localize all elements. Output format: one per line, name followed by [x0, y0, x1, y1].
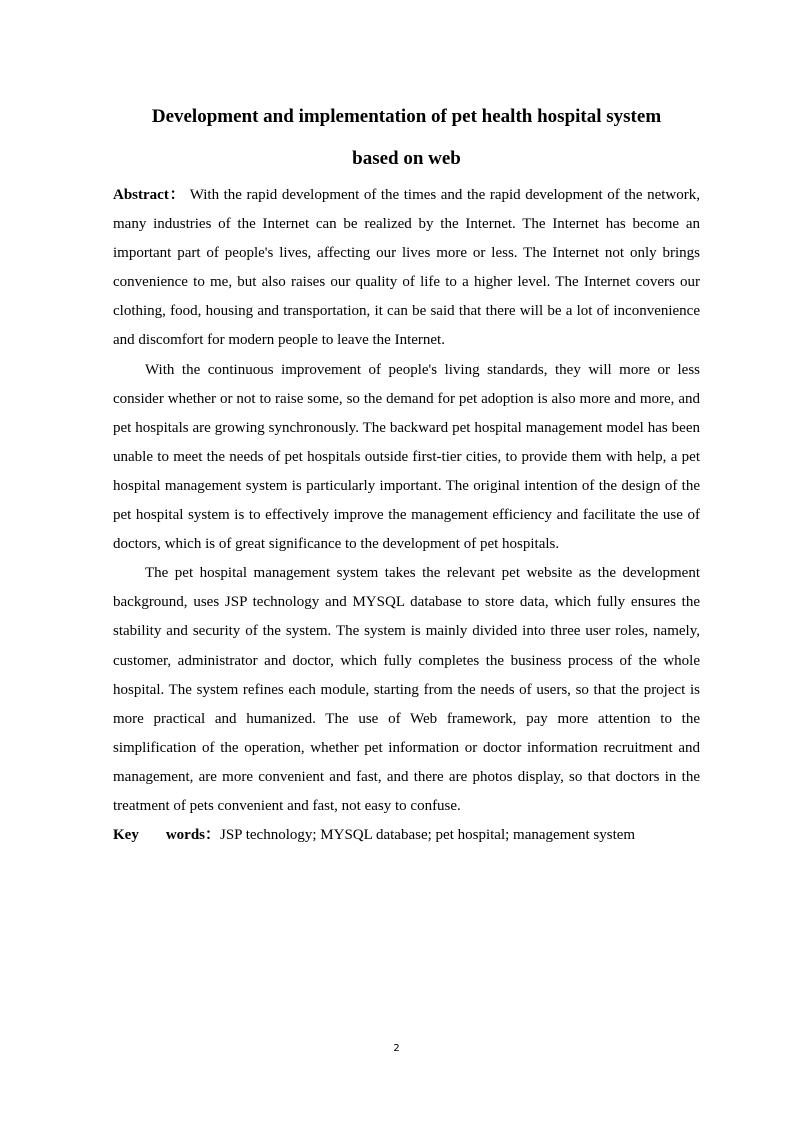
keywords-label-words: words：	[165, 827, 220, 844]
abstract-paragraph-1	[113, 181, 700, 356]
abstract-paragraph-1-text: With the rapid development of the times and the rapid development of the network, many industries of the Internet can be realized by the Internet. The Internet has become an important part of people's lives, affecting our lives more or less. The Internet not only brings convenience to me, but also raises our quality of life to a higher level. The Internet covers our clothing, food, housing and transportation, it can be said that there will be a lot of inconvenience and discomfort for modern people to leave the Internet.	[113, 187, 701, 349]
page-number: 2	[393, 1043, 400, 1054]
keywords-text: JSP technology; MYSQL database; pet hospital; management system	[220, 827, 636, 844]
keywords-line	[113, 821, 700, 850]
keywords-label-key: Key	[113, 827, 139, 844]
abstract-paragraph-3: The pet hospital management system takes the relevant pet website as the development background, uses JSP technology and MYSQL database to store data, which fully ensures the stability and security of the system. The system is mainly divided into three user roles, namely, customer, administrator and doctor, which fully completes the business process of the whole hospital. The system refines each module, starting from the needs of users, so that the project is more practical and humanized. The use of Web framework, pay more attention to the simplification of the operation, whether pet information or doctor information recruitment and management, are more convenient and fast, and there are photos display, so that doctors in the treatment of pets convenient and fast, not easy to confuse.	[113, 565, 700, 814]
paper-title-line-2: based on web	[352, 148, 461, 169]
paper-title-line-1: Development and implementation of pet health hospital system	[151, 106, 662, 127]
abstract-paragraph-2: With the continuous improvement of people's living standards, they will more or less consider whether or not to raise some, so the demand for pet adoption is also more and more, and pet hospitals are growing synchronously. The backward pet hospital management model has been unable to meet the needs of pet hospitals outside first-tier cities, to provide them with help, a pet hospital management system is particularly important. The original intention of the design of the pet hospital system is to effectively improve the management efficiency and facilitate the use of doctors, which is of great significance to the development of pet hospitals.	[113, 361, 700, 553]
abstract-label: Abstract：	[113, 187, 186, 203]
abstract-section	[113, 181, 700, 850]
